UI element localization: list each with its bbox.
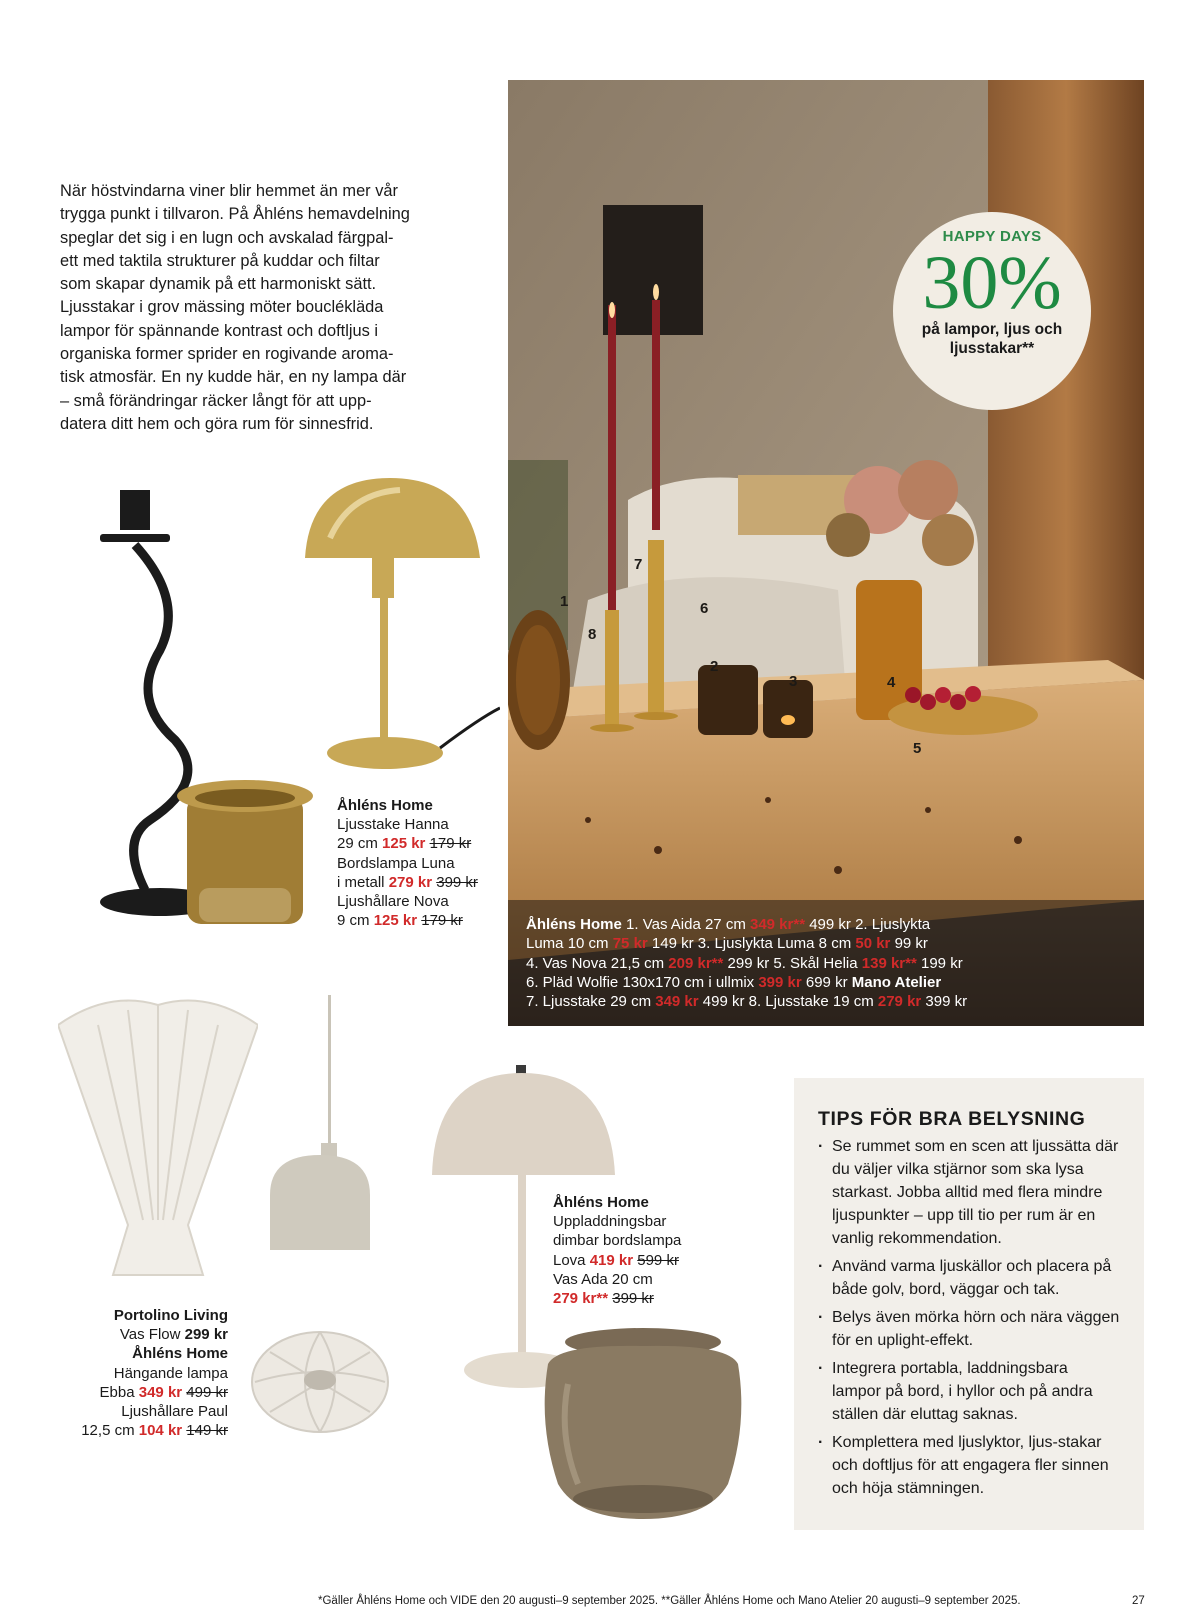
- product-brand: Portolino Living: [113, 1307, 228, 1324]
- caption-text: 699 kr: [801, 973, 852, 991]
- sale-price: 349 kr: [138, 1383, 183, 1401]
- badge-percent: 30%: [922, 241, 1062, 325]
- product-size: i metall: [337, 873, 389, 891]
- product-name: Lova: [553, 1251, 590, 1269]
- table-lamp-luna-image: [300, 478, 500, 778]
- hero-marker-2: 2: [710, 658, 719, 675]
- sale-price: 50 kr: [855, 935, 891, 953]
- caption-text: 299 kr 5. Skål Helia: [723, 954, 862, 972]
- caption-text: 149 kr 3. Ljuslykta Luma 8 cm: [647, 935, 856, 953]
- product-name: Ljushållare Nova: [337, 893, 449, 911]
- sale-price: 104 kr: [138, 1422, 183, 1440]
- tips-item: · Komplettera med ljuslyktor, ljus-stakar och doftljus för att engagera fler sinnen och höja stämningen.: [818, 1431, 1120, 1500]
- candle-holder-nova-image: [175, 778, 315, 930]
- sale-price: 75 kr: [612, 935, 648, 953]
- product-price-line: [60, 1325, 228, 1344]
- product-price-line: [60, 1421, 228, 1440]
- footnote: *Gäller Åhléns Home och VIDE den 20 augusti–9 september 2025. **Gäller Åhléns Home och Mano Atelier 20 augusti–9 september 2025.: [318, 1595, 1021, 1607]
- tips-item: · Se rummet som en scen att ljussätta där du väljer vilka stjärnor som ska lysa starkast. Jobba alltid med flera mindre ljuspunkter – upp till tio per rum är en vanlig rekommendation.: [818, 1135, 1120, 1250]
- sale-price: 139 kr**: [861, 954, 917, 972]
- hero-marker-7: 7: [634, 556, 643, 573]
- tips-title: TIPS FÖR BRA BELYSNING: [818, 1108, 1086, 1130]
- sale-price: 279 kr**: [553, 1290, 609, 1308]
- caption-text: 6. Pläd Wolfie 130x170 cm i ullmix: [526, 973, 759, 991]
- hero-marker-4: 4: [887, 674, 896, 691]
- sale-price: 125 kr: [382, 835, 426, 853]
- product-price: 299 kr: [184, 1326, 228, 1344]
- hero-marker-5: 5: [913, 740, 922, 757]
- old-price: 399 kr: [436, 873, 478, 891]
- caption-text: 99 kr: [890, 935, 928, 953]
- caption-text: 499 kr 8. Ljusstake 19 cm: [698, 993, 878, 1011]
- product-brand: Åhléns Home: [337, 797, 433, 814]
- candle-holder-paul-image: [250, 1322, 390, 1442]
- hero-caption-line-2: [526, 934, 1136, 953]
- product-brand: Åhléns Home: [553, 1194, 649, 1211]
- hero-caption: [526, 915, 1136, 1011]
- sale-price: 399 kr: [758, 973, 802, 991]
- caption-text: 1. Vas Aida 27 cm: [621, 916, 750, 933]
- hero-marker-3: 3: [789, 673, 798, 690]
- happy-days-badge: [893, 212, 1091, 410]
- old-price: 499 kr: [186, 1383, 228, 1401]
- product-name: Ljushållare Paul: [121, 1403, 228, 1421]
- product-name: dimbar bordslampa: [553, 1232, 682, 1250]
- page-number: 27: [1132, 1595, 1145, 1607]
- caption-text: 7. Ljusstake 29 cm: [526, 993, 656, 1011]
- product-name: Hängande lampa: [113, 1364, 228, 1382]
- sale-price: 209 kr**: [668, 954, 724, 972]
- tips-item: · Integrera portabla, laddningsbara lampor på bord, i hyllor och på andra ställen där eluttag saknas.: [818, 1357, 1120, 1426]
- caption-text: Luma 10 cm: [526, 935, 613, 953]
- product-size: 12,5 cm: [81, 1422, 139, 1440]
- product-name: Uppladdningsbar: [553, 1213, 667, 1231]
- intro-text-block: [60, 180, 450, 436]
- product-name: Bordslampa Luna: [337, 854, 455, 872]
- vase-ada-image: [538, 1324, 748, 1524]
- hero-caption-line-4: [526, 973, 1136, 992]
- hero-marker-8: 8: [588, 626, 597, 643]
- product-price-line: [337, 911, 478, 930]
- caption-text: 399 kr: [921, 993, 968, 1011]
- hero-marker-6: 6: [700, 600, 709, 617]
- old-price: 179 kr: [429, 835, 472, 853]
- tips-item: · Belys även mörka hörn och nära väggen för en uplight-effekt.: [818, 1306, 1120, 1352]
- product-info-group-3: [553, 1193, 681, 1308]
- old-price: 399 kr: [612, 1290, 654, 1308]
- sale-price: 349 kr: [655, 993, 699, 1011]
- caption-brand-mano-atelier: Mano Atelier: [851, 973, 942, 991]
- product-price-line: [553, 1289, 681, 1308]
- sale-price: 279 kr: [388, 873, 433, 891]
- tips-list: [818, 1135, 1120, 1500]
- caption-text: 199 kr: [916, 954, 963, 972]
- caption-text: 4. Vas Nova 21,5 cm: [526, 954, 669, 972]
- hero-caption-line-3: [526, 954, 1136, 973]
- sale-price: 419 kr: [589, 1251, 634, 1269]
- hero-caption-line-1: [526, 915, 1136, 934]
- hero-caption-line-5: [526, 992, 1136, 1011]
- product-size: 29 cm: [337, 835, 383, 853]
- product-price-line: [337, 834, 478, 853]
- vase-flow-image: [58, 995, 258, 1285]
- old-price: 599 kr: [637, 1251, 679, 1269]
- hero-marker-1: 1: [560, 593, 569, 610]
- old-price: 179 kr: [421, 912, 463, 930]
- caption-text: 499 kr 2. Ljuslykta: [805, 916, 931, 933]
- living-room-scene-illustration: [508, 80, 1144, 1026]
- product-price-line: [337, 873, 478, 892]
- pendant-lamp-ebba-image: [265, 995, 375, 1255]
- product-info-group-2: [60, 1306, 228, 1440]
- sale-price: 349 kr**: [749, 916, 806, 933]
- product-size: 9 cm: [337, 912, 374, 930]
- product-price-line: [60, 1383, 228, 1402]
- badge-label: HAPPY DAYS: [942, 228, 1042, 245]
- lighting-tips-box: [794, 1078, 1144, 1530]
- sale-price: 279 kr: [877, 993, 922, 1011]
- product-name: Vas Ada 20 cm: [553, 1270, 653, 1288]
- old-price: 149 kr: [186, 1422, 228, 1440]
- product-brand: Åhléns Home: [132, 1345, 228, 1363]
- badge-text: på lampor, ljus och ljusstakar**: [921, 321, 1063, 357]
- product-price-line: [553, 1251, 681, 1270]
- product-info-group-1: [337, 796, 478, 930]
- product-name: Vas Flow: [119, 1326, 185, 1344]
- product-name: Ljusstake Hanna: [337, 816, 449, 834]
- product-size: Ebba: [99, 1383, 139, 1401]
- intro-paragraph: När höstvindarna viner blir hemmet än mer vår trygga punkt i tillvaron. På Åhléns hemavdelning speglar det sig i en lugn och avskalad färgpal- ett med taktila strukturer på kuddar och filtar som skapar dynamik på ett harmoniskt sätt. Ljusstakar i grov mässing möter bouclékläda lampor för spännande kontrast och doftljus i organiska former sprider en rogivande aroma- tisk atmosfär. En ny kudde här, en ny lampa där – små förändringar räcker långt för att upp- datera ditt hem och göra rum för sinnesfrid.: [60, 182, 410, 433]
- tips-item: · Använd varma ljuskällor och placera på både golv, bord, väggar och tak.: [818, 1255, 1120, 1301]
- sale-price: 125 kr: [373, 912, 418, 930]
- caption-brand-ahlens: Åhléns Home: [526, 916, 622, 933]
- hero-photo: [508, 80, 1144, 1026]
